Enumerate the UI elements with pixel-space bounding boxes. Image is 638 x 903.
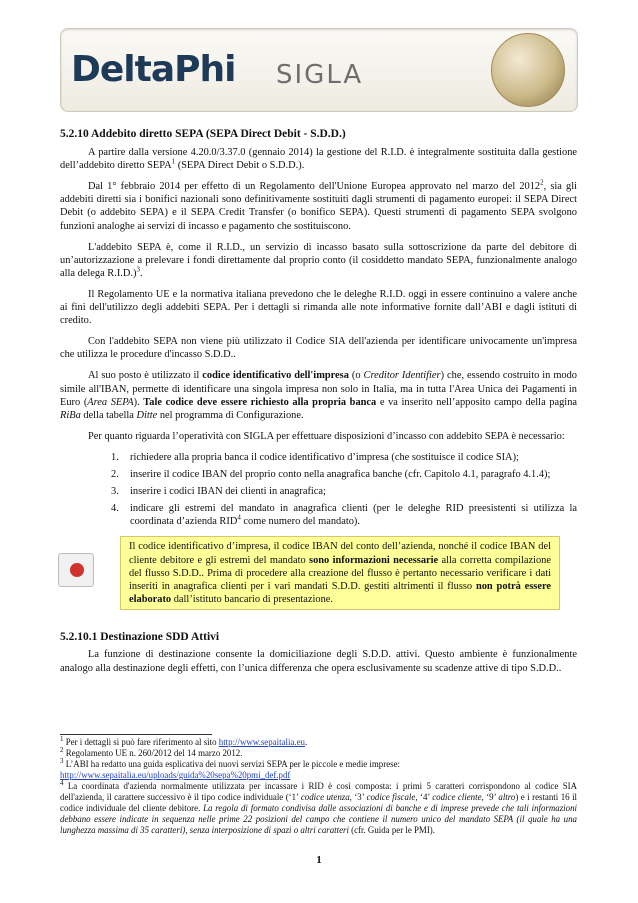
paragraph-4: Il Regolamento UE e la normativa italiana prevedono che le deleghe R.I.D. oggi in essere continuino a valere anche ai fini dell'utilizzo degli addebiti SEPA. Per i dettagli si rimanda alle note informative fornite dall’ABI e dagli istituti di credito. xyxy=(60,288,577,327)
header-logo xyxy=(60,28,578,112)
footnote-2: $^2$ Regolamento UE n. 260/2012 del 14 marzo 2012. xyxy=(60,746,243,758)
paragraph-2: Dal 1° febbraio 2014 per effetto di un Regolamento dell'Unione Europea approvato nel marzo del 2012$^2$, sia gli addebiti diretti sia i bonifici nazionali sono definitivamente sostituiti dagli strumenti di pagamento europei: il SEPA Direct Debit (o addebito SEPA) e il SEPA Credit Transfer (o bonifico SEPA). Questi strumenti di pagamento SEPA svolgono funzioni analoghe ai servizi di incasso e pagamento che sostituiscono. xyxy=(60,178,577,232)
paragraph-1: A partire dalla versione 4.20.0/3.37.0 (gennaio 2014) la gestione del R.I.D. è integralmente sostituita dalla gestione dell’addebito diretto SEPA$^1$ (SEPA Direct Debit o S.D.D.). xyxy=(60,147,577,172)
abi-guide-link[interactable]: http://www.sepaitalia.eu/uploads/guida%20sepa%20pmi_def.pdf xyxy=(60,770,291,780)
footnote-divider xyxy=(60,734,212,735)
paragraph-7: Per quanto riguarda l’operatività con SIGLA per effettuare disposizioni d’incasso con addebito SEPA è necessario: xyxy=(88,430,565,442)
paragraph-5: Con l'addebito SEPA non viene più utilizzato il Codice SIA dell'azienda per identificare univocamente un'impresa che utilizza le procedure d'incasso S.D.D.. xyxy=(60,336,577,361)
list-item: 4. indicare gli estremi del mandato in anagrafica clienti (per le deleghe RID preesistenti si utilizza la coordinata d’azienda RID$^4$ come numero del mandato). xyxy=(111,503,577,528)
note-text: Il codice identificativo d’impresa, il codice IBAN del conto dell’azienda, nonché il codice IBAN del cliente debitore e gli estremi del mandato sono informazioni necessarie alla corretta compilazione del flusso S.D.D.. Prima di procedere alla creazione del flusso è pertanto necessario verificare i dati inseriti in anagrafica clienti per i vari mandati S.D.D. gestiti altrimenti il flusso non potrà essere elaborato dall’istituto bancario di presentazione. xyxy=(120,536,560,610)
list-item: 1. richiedere alla propria banca il codice identificativo d’impresa (che sostituisce il codice SIA); xyxy=(111,451,519,463)
list-item: 2. inserire il codice IBAN del proprio conto nella anagrafica banche (cfr. Capitolo 4.1, paragrafo 4.1.4); xyxy=(111,468,551,480)
list-item: 3. inserire i codici IBAN dei clienti in anagrafica; xyxy=(111,486,326,498)
footnote-1: $^1$ Per i dettagli si può fare riferimento al sito http://www.sepaitalia.eu. xyxy=(60,735,308,747)
subsection-title: 5.2.10.1 Destinazione SDD Attivi xyxy=(60,631,220,644)
footnote-4: $^4$ La coordinata d'azienda normalmente utilizzata per incassare i RID è così composta: i primi 5 caratteri corrispondono al codice SIA dell'azienda, il carattere successivo è il tipo codice individuale (‘1’ codice utenza, ‘3’ codice fiscale, ‘4’ codice cliente, ‘9’ altro) e i restanti 16 il codice individuale del cliente debitore. La regola di formato condivisa dalle associazioni di banche e di imprese prevede che tali informazioni debbano essere indicate in sequenza nelle prime 22 posizioni del campo che contiene il numero unico del mandato SEPA (il quale ha una lunghezza massima di 35 caratteri), senza interposizione di spazi o altri caratteri (cfr. Guida per le PMI). xyxy=(60,779,578,835)
sepaitalia-link[interactable]: http://www.sepaitalia.eu xyxy=(218,737,305,747)
footnotes xyxy=(60,737,577,836)
page-number: 1 xyxy=(316,854,322,866)
footnote-ref-2[interactable]: 2 xyxy=(540,178,544,187)
subsection-paragraph: La funzione di destinazione consente la domiciliazione degli S.D.D. attivi. Questo ambiente è funzionalmente analogo alla destinazione degli effetti, con l’unica differenza che opera esclusivamente su scadenze attive di tipo S.D.D.. xyxy=(60,649,577,674)
steps-list xyxy=(60,451,577,528)
section-title: 5.2.10 Addebito diretto SEPA (SEPA Direct Debit - S.D.D.) xyxy=(60,128,346,140)
warning-note-icon xyxy=(58,553,94,587)
main-content xyxy=(60,128,577,683)
footnote-ref-4[interactable]: 4 xyxy=(237,513,241,522)
footnote-ref-1[interactable]: 1 xyxy=(171,157,176,166)
note-callout xyxy=(60,536,577,616)
quill-icon xyxy=(491,33,565,107)
logo-sub: SIGLA xyxy=(276,60,364,90)
paragraph-3: L'addebito SEPA è, come il R.I.D., un servizio di incasso basato sulla sottoscrizione da parte del debitore di un’autorizzazione a prelevare i fondi direttamente dal proprio conto (il cosiddetto mandato SEPA, funzionalmente analogo alla delega R.I.D.)$^3$. xyxy=(60,241,577,279)
paragraph-6: Al suo posto è utilizzato il codice identificativo dell'impresa (o Creditor Identifier) che, essendo costruito in modo simile all'IBAN, permette di identificare una singola impresa non solo in Italia, ma in tutta l'Area Unica dei Pagamenti in Euro (Area SEPA). Tale codice deve essere richiesto alla propria banca e va inserito nell’apposito campo della pagina RiBa della tabella Ditte nel programma di Configurazione. xyxy=(60,370,577,421)
logo-main: DeltaPhi xyxy=(71,49,236,90)
footnote-3: $^3$ L’ABI ha redatto una guida esplicativa dei nuovi servizi SEPA per le piccole e medie imprese: http://www.sepaitalia.eu/uploads/guida%20sepa%20pmi_def.pdf xyxy=(60,757,400,780)
footnote-ref-3[interactable]: 3 xyxy=(136,265,140,274)
